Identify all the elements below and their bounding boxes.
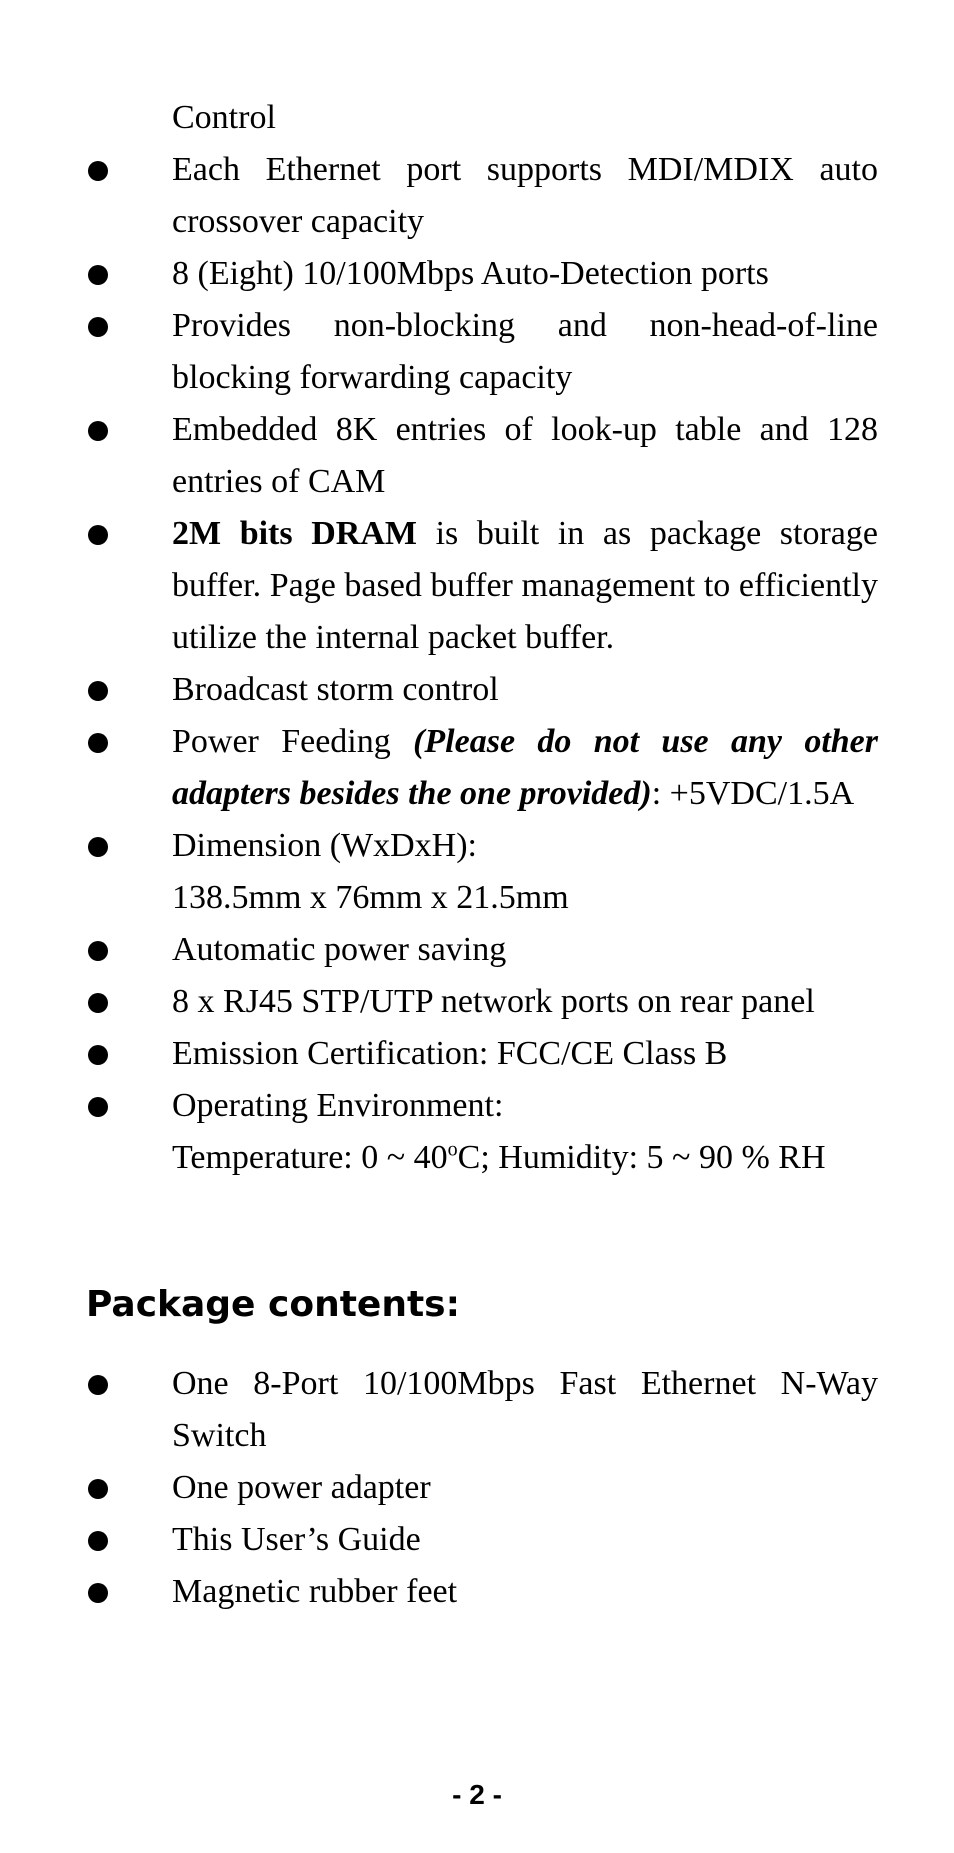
package-item: Magnetic rubber feet [172,1573,458,1610]
bullet-icon [88,265,108,285]
bullet-icon [88,421,108,441]
list-item [0,1462,878,1514]
list-item [0,820,878,924]
list-item [0,300,878,404]
feature-storm: Broadcast storm control [172,671,499,708]
bullet-icon [88,317,108,337]
feature-mdi: Each Ethernet port supports MDI/MDIX auto crossover capacity [172,151,878,240]
feature-dram-bold: 2M bits DRAM [172,515,417,552]
feature-power-prefix: Power Feeding [172,723,414,760]
bullet-icon [88,837,108,857]
list-item [0,144,878,248]
bullet-icon [88,1375,108,1395]
list-item [0,1514,878,1566]
bullet-icon [88,1479,108,1499]
bullet-icon [88,681,108,701]
package-contents-heading: Package contents: [86,1284,460,1325]
feature-env-label: Operating Environment: [172,1087,504,1124]
env-temp-pre: Temperature: 0 ~ 40 [172,1139,448,1176]
list-item [0,976,878,1028]
list-item [0,1080,878,1184]
list-item [0,1566,878,1618]
feature-env-value [172,1132,878,1184]
feature-emission: Emission Certification: FCC/CE Class B [172,1035,728,1072]
bullet-icon [88,1531,108,1551]
degree-mark: o [447,1138,458,1161]
bullet-icon [88,1097,108,1117]
package-item: This User’s Guide [172,1521,421,1558]
feature-dimension-value: 138.5mm x 76mm x 21.5mm [172,879,569,916]
list-item [0,664,878,716]
feature-ports: 8 (Eight) 10/100Mbps Auto-Detection ports [172,255,769,292]
env-temp-post: C; Humidity: 5 ~ 90 % RH [457,1139,826,1176]
feature-blocking: Provides non-blocking and non-head-of-line blocking forwarding capacity [172,307,878,396]
list-item [0,404,878,508]
list-item [0,508,878,664]
list-item [0,924,878,976]
feature-saving: Automatic power saving [172,931,507,968]
package-item: One power adapter [172,1469,431,1506]
power-warning: (Please do not use any other adapters besides the one provided) [172,723,878,812]
bullet-icon [88,1583,108,1603]
continued-line: Control [172,99,276,136]
list-item [0,716,878,820]
feature-table: Embedded 8K entries of look-up table and 128 entries of CAM [172,411,878,500]
list-item [0,1358,878,1462]
bullet-icon [88,941,108,961]
bullet-icon [88,733,108,753]
feature-dram-text: is built in as package storage buffer. Page based buffer management to efficiently utilize the internal packet buffer. [172,515,878,656]
feature-dimension-label: Dimension (WxDxH): [172,827,478,864]
bullet-icon [88,1045,108,1065]
bullet-icon [88,993,108,1013]
bullet-icon [88,525,108,545]
package-list [0,1358,954,1618]
list-item [0,248,878,300]
feature-list [0,144,954,1184]
list-item [0,1028,878,1080]
package-item: One 8-Port 10/100Mbps Fast Ethernet N-Way Switch [172,1365,878,1454]
bullet-icon [88,161,108,181]
feature-power-suffix: : +5VDC/1.5A [651,775,855,812]
page-number: - 2 - [452,1779,502,1810]
feature-rj45: 8 x RJ45 STP/UTP network ports on rear panel [172,983,815,1020]
